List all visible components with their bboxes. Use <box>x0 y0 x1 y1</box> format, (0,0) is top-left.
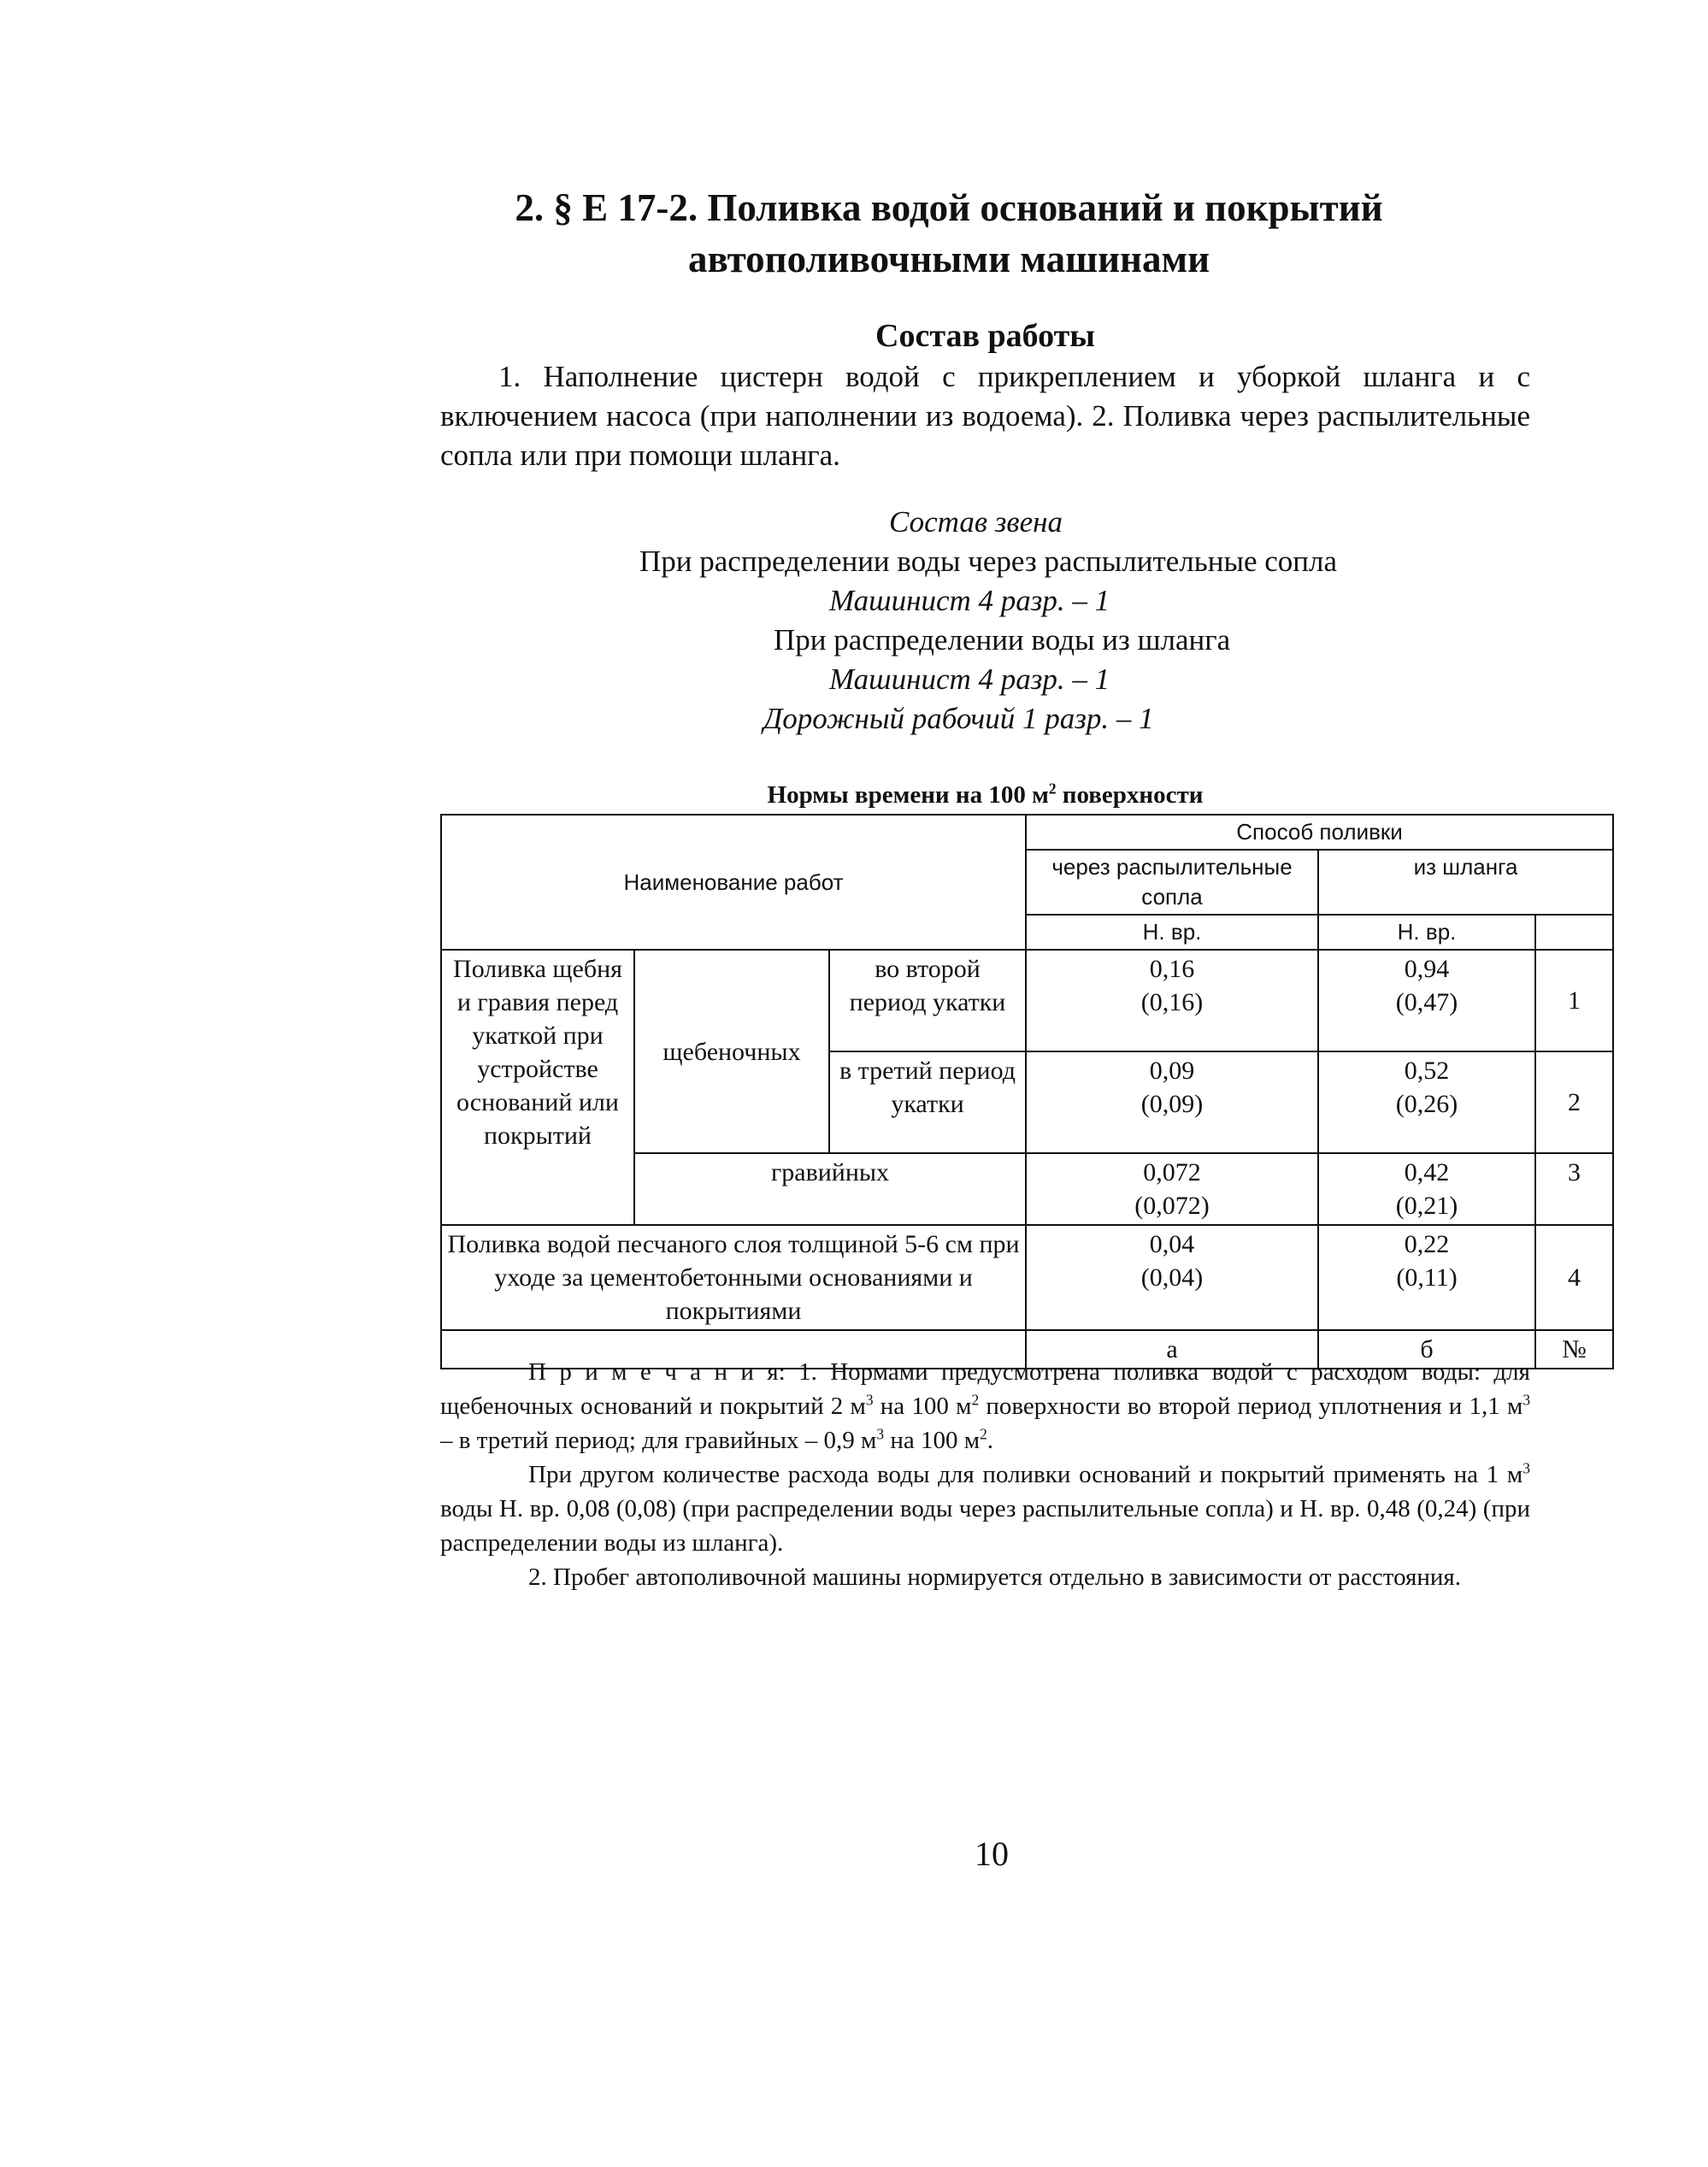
sub-gravel: гравийных <box>634 1153 1026 1225</box>
section-title-line-2: автополивочными машинами <box>687 238 1210 280</box>
table-title: Нормы времени на 100 $м^2$ поверхности <box>767 780 1204 809</box>
footer-column-b: б <box>1318 1330 1535 1369</box>
header-spray-nozzles: через распылительные сопла <box>1026 850 1318 915</box>
time-norms-table <box>440 814 1614 1369</box>
crew-case-hose-worker-1: Машинист 4 разр. – 1 <box>829 662 1110 696</box>
work-composition-heading: Состав работы <box>875 318 1095 354</box>
cell-spray-4: 0,04 (0,04) <box>1026 1225 1318 1330</box>
row-number-3: 3 <box>1535 1153 1613 1225</box>
group-label: Поливка щебня и гравия перед укаткой при устройстве оснований или покрытий <box>441 950 634 1225</box>
row4-label: Поливка водой песчаного слоя толщиной 5-6 см при уходе за цементобетонными основаниями и покрытиями <box>441 1225 1026 1330</box>
cell-spray-1: 0,16 (0,16) <box>1026 950 1318 1051</box>
section-title <box>440 182 1458 285</box>
cell-hose-2: 0,52 (0,26) <box>1318 1051 1535 1153</box>
section-title-line-1: 2. § Е 17-2. Поливка водой оснований и покрытий <box>515 186 1383 229</box>
cell-hose-3: 0,42 (0,21) <box>1318 1153 1535 1225</box>
crew-case-hose-worker-2: Дорожный рабочий 1 разр. – 1 <box>763 702 1154 735</box>
row-number-4: 4 <box>1535 1225 1613 1330</box>
header-hose: из шланга <box>1318 850 1613 915</box>
sub-second-period: во второй период укатки <box>829 950 1026 1051</box>
cell-hose-1: 0,94 (0,47) <box>1318 950 1535 1051</box>
footer-column-a: а <box>1026 1330 1318 1369</box>
cell-spray-3: 0,072 (0,072) <box>1026 1153 1318 1225</box>
crew-case-hose-title: При распределении воды из шланга <box>774 623 1231 657</box>
row-number-1: 1 <box>1535 950 1613 1051</box>
note-2: 2. Пробег автополивочной машины нормируется отдельно в зависимости от расстояния. <box>528 1563 1462 1591</box>
footer-column-number: № <box>1535 1330 1613 1369</box>
page-number: 10 <box>975 1834 1009 1873</box>
header-nvr-spray: Н. вр. <box>1026 915 1318 950</box>
cell-spray-2: 0,09 (0,09) <box>1026 1051 1318 1153</box>
header-nvr-hose: Н. вр. <box>1318 915 1535 950</box>
note-1: П р и м е ч а н и я: 1. Нормами предусмотрена поливка водой с расходом воды: для щебеночных оснований и покрытий 2 $м^3$ на 100 $м^2$ поверхности во второй период уплотнения и 1,1 $м^3$ – в третий период; для гравийных – 0,9 $м^3$ на 100 $м^2$. <box>440 1358 1531 1454</box>
header-empty <box>1535 915 1613 950</box>
note-1-continued: При другом количестве расхода воды для поливки оснований и покрытий применять на 1 $м^3$ воды Н. вр. 0,08 (0,08) (при распределении воды через распылительные сопла) и Н. вр. 0,48 (0,24) (при распределении воды из шланга). <box>440 1459 1530 1557</box>
row-number-2: 2 <box>1535 1051 1613 1153</box>
header-watering-method: Способ поливки <box>1026 815 1613 850</box>
crew-heading: Состав звена <box>889 505 1063 539</box>
subgroup-crushed-stone: щебеночных <box>634 950 829 1153</box>
sub-third-period: в третий период укатки <box>829 1051 1026 1153</box>
notes <box>440 1355 1530 1594</box>
cell-hose-4: 0,22 (0,11) <box>1318 1225 1535 1330</box>
crew-case-spray-title: При распределении воды через распылительные сопла <box>639 545 1338 578</box>
crew-case-spray-worker: Машинист 4 разр. – 1 <box>829 584 1110 617</box>
header-work-name: Наименование работ <box>441 815 1026 950</box>
work-composition-text: 1. Наполнение цистерн водой с прикреплением и уборкой шланга и с включением насоса (при наполнении из водоема). 2. Поливка через распылительные сопла или при помощи шланга. <box>440 360 1530 472</box>
